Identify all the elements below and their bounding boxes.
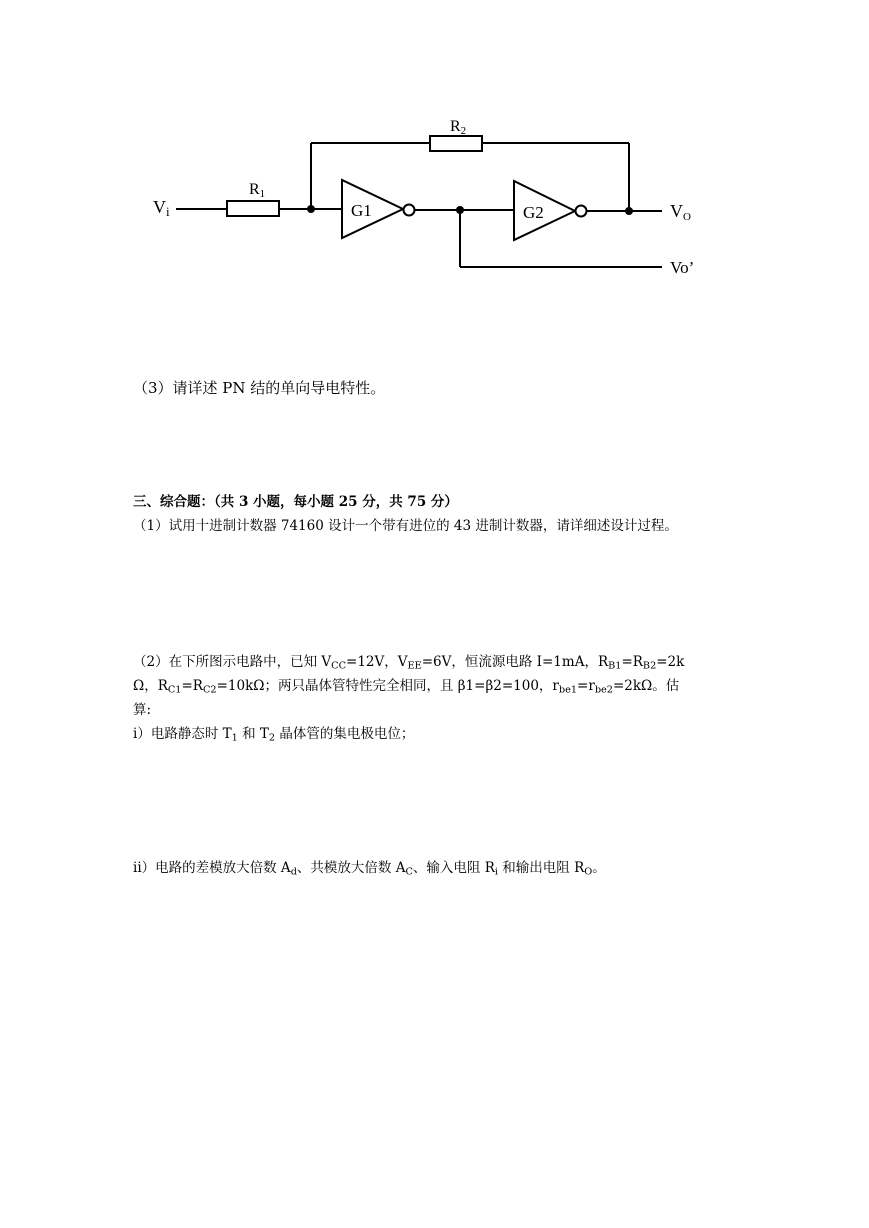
section-3 (133, 490, 678, 538)
inverter-g2-bubble (576, 206, 587, 217)
junction-dot (307, 205, 315, 213)
resistor-r1 (227, 201, 279, 216)
junction-dot (625, 207, 633, 215)
section-3-question-2 (133, 650, 684, 746)
g1-label: G1 (351, 201, 372, 220)
q2-sub-1: i）电路静态时 $T_1$ 和 $T_2$ 晶体管的集电极电位； (133, 726, 415, 744)
feedback-inverter-circuit (0, 0, 869, 330)
r2-label: R2 (450, 118, 467, 137)
q2-line-2: Ω，$R_{C1}=R_{C2}=10k\Omega$；两只晶体管特性完全相同，且 β1=β2=100，$r_{be1}=r_{be2}=2k\Omega$。估 (133, 678, 680, 696)
q2-sub-2-block (133, 856, 606, 880)
section-3-heading: 三、综合题：（共 3 小题，每小题 25 分，共 75 分） (133, 494, 458, 510)
g2-label: G2 (523, 203, 544, 222)
r1-label: R1 (249, 181, 266, 200)
input-label: Vi (153, 197, 170, 219)
question-3-text: （3）请详述 PN 结的单向导电特性。 (133, 379, 386, 397)
inverter-g1-bubble (404, 205, 415, 216)
output2-label: Vo’ (670, 258, 695, 277)
output-label: VO (670, 201, 691, 223)
resistor-r2 (430, 136, 482, 151)
q2-line-1: （2）在下所图示电路中，已知 $V_{CC}=12V$，$V_{EE}=6V$，恒流源电路 I=1mA，$R_{B1}=R_{B2}=2k$ (133, 654, 685, 672)
section-3-question-1: （1）试用十进制计数器 74160 设计一个带有进位的 43 进制计数器，请详细述设计过程。 (133, 518, 678, 534)
junction-dot (456, 206, 464, 214)
q2-sub-2: ii）电路的差模放大倍数 $A_d$、共模放大倍数 $A_C$、输入电阻 $R_i$ 和输出电阻 $R_O$。 (133, 860, 606, 878)
q2-line-3: 算: (133, 702, 152, 718)
question-3 (133, 376, 385, 400)
